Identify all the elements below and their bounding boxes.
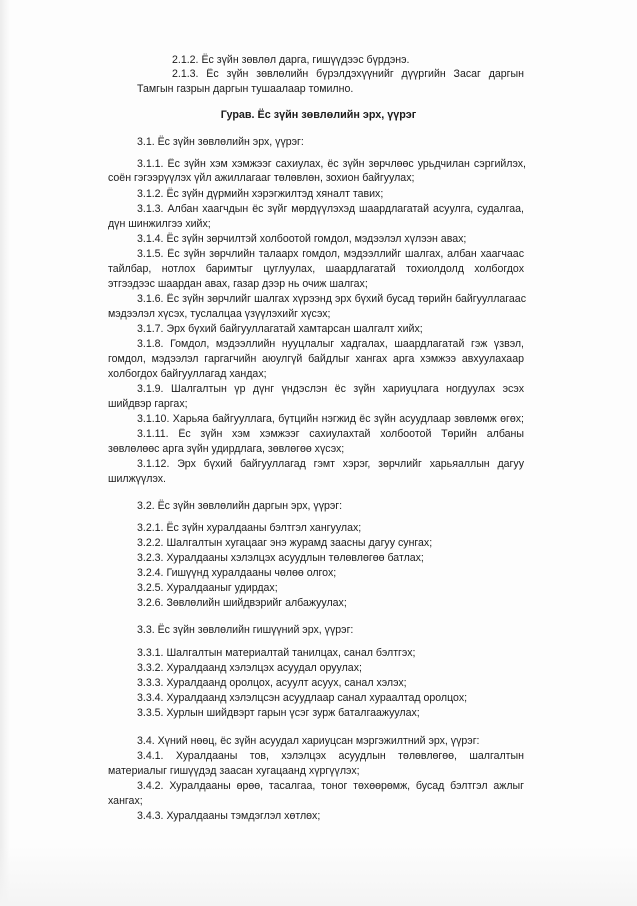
heading-3-4: 3.4. Хүний нөөц, ёс зүйн асуудал хариуцсан мэргэжилтний эрх, үүрэг: [137,735,480,747]
scan-shadow-bottom [0,846,637,906]
clause-3-1-1-line1: 3.1.1. Ёс зүйн хэм хэмжээг сахиулах, ёс зүйн зөрчлөөс урьдчилан сэргийлэх, [137,158,526,170]
clause-3-4-2-line1: 3.4.2. Хуралдааны өрөө, тасалгаа, тоног төхөөрөмж, бусад бэлтгэл ажлыг [137,780,524,792]
heading-3-2: 3.2. Ёс зүйн зөвлөлийн даргын эрх, үүрэг: [137,500,343,512]
clause-3-1-11-line2: зөвлөлөөс арга зүйн удирдлага, зөвлөгөө хүсэх; [108,443,345,455]
clause-3-1-6-line1: 3.1.6. Ёс зүйн зөрчлийг шалгах хүрээнд эрх бүхий бусад төрийн байгууллагаас [137,293,526,305]
clause-3-1-1-line2: соён гэгээрүүлэх үйл ажиллагааг төлөвлөн, зохион байгуулах; [108,172,415,184]
clause-2-1-3-line2: Тамгын газрын даргын тушаалаар томилно. [137,83,354,95]
clause-3-4-2-line2: хангах; [108,795,143,807]
clause-3-1-11-line1: 3.1.11. Ёс зүйн хэм хэмжээг сахиулахтай холбоотой Төрийн албаны [137,428,524,440]
clause-3-1-8-line3: холбогдох байгууллагад хандах; [108,368,267,380]
heading-3-3: 3.3. Ёс зүйн зөвлөлийн гишүүний эрх, үүрэг: [137,624,354,636]
scan-shadow-left [0,0,10,906]
clause-3-1-12-line2: шилжүүлэх. [108,473,166,485]
clause-3-3-4: 3.3.4. Хуралдаанд хэлэлцсэн асуудлаар санал хураалтад оролцох; [137,692,468,704]
clause-2-1-2: 2.1.2. Ёс зүйн зөвлөл дарга, гишүүдээс бүрдэнэ. [172,54,410,66]
clause-3-3-5: 3.3.5. Хурлын шийдвэрт гарын үсэг зурж баталгаажуулах; [137,707,420,719]
clause-3-3-3: 3.3.3. Хуралдаанд оролцох, асуулт асуух, санал хэлэх; [137,677,407,689]
clause-3-2-4: 3.2.4. Гишүүнд хуралдааны чөлөө олгох; [137,567,337,579]
clause-3-1-6-line2: мэдээлэл хүсэх, туслалцаа үзүүлэхийг хүсэх; [108,308,331,320]
clause-3-1-10: 3.1.10. Харьяа байгууллага, бүтцийн нэгжид ёс зүйн асуудлаар зөвлөмж өгөх; [137,413,524,425]
clause-3-3-2: 3.3.2. Хуралдаанд хэлэлцэх асуудал оруулах; [137,662,362,674]
clause-3-1-12-line1: 3.1.12. Эрх бүхий байгууллагад гэмт хэрэг, зөрчлийг харьяаллын дагуу [137,458,524,470]
clause-3-1-8-line1: 3.1.8. Гомдол, мэдээллийн нууцлалыг хадгалах, шаардлагатай гэж үзвэл, [137,338,524,350]
heading-3-1: 3.1. Ёс зүйн зөвлөлийн эрх, үүрэг: [137,136,304,148]
clause-3-1-9-line2: шийдвэр гаргах; [108,398,188,410]
clause-3-3-1: 3.3.1. Шалгалтын материалтай танилцах, санал бэлтгэх; [137,647,416,659]
clause-3-1-4: 3.1.4. Ёс зүйн зөрчилтэй холбоотой гомдол, мэдээлэл хүлээн авах; [137,233,467,245]
clause-3-1-7: 3.1.7. Эрх бүхий байгууллагатай хамтарсан шалгалт хийх; [137,323,423,335]
clause-3-1-5-line1: 3.1.5. Ёс зүйн зөрчлийн талаарх гомдол, мэдээллийг шалгах, албан хаагчаас [137,248,524,260]
clause-3-4-3: 3.4.3. Хуралдааны тэмдэглэл хөтлөх; [137,810,321,822]
clause-3-4-1-line2: материалыг гишүүдэд заасан хугацаанд хүргүүлэх; [108,765,360,777]
clause-3-1-5-line3: этгээдээс шаардан авах, газар дээр нь очиж шалгах; [108,278,368,290]
clause-3-2-5: 3.2.5. Хуралдааныг удирдах; [137,582,278,594]
clause-3-1-3-line2: дүн шинжилгээ хийх; [108,218,211,230]
clause-3-4-1-line1: 3.4.1. Хуралдааны тов, хэлэлцэх асуудлын төлөвлөгөө, шалгалтын [137,750,524,762]
clause-3-2-1: 3.2.1. Ёс зүйн хуралдааны бэлтгэл хангуулах; [137,522,362,534]
clause-3-1-2: 3.1.2. Ёс зүйн дүрмийн хэрэгжилтэд хяналт тавих; [137,188,384,200]
clause-3-1-5-line2: тайлбар, нотлох баримтыг цуглуулах, шаардлагатай тохиолдолд холбогдох [108,263,524,275]
clause-3-1-3-line1: 3.1.3. Албан хаагчдын ёс зүйг мөрдүүлэхэд шаардлагатай асуулга, судалгаа, [137,203,524,215]
clause-3-1-8-line2: гомдол, мэдээлэл гаргагчийн аюулгүй байдлыг хангах арга хэмжээ авхуулахаар [108,353,524,365]
clause-3-2-6: 3.2.6. Зөвлөлийн шийдвэрийг албажуулах; [137,597,347,609]
clause-3-1-9-line1: 3.1.9. Шалгалтын үр дүнг үндэслэн ёс зүйн хариуцлага ногдуулах эсэх [137,383,524,395]
clause-3-2-2: 3.2.2. Шалгалтын хугацааг энэ журамд заасны дагуу сунгах; [137,537,433,549]
clause-2-1-3-line1: 2.1.3. Ёс зүйн зөвлөлийн бүрэлдэхүүнийг дүүргийн Засаг даргын [172,68,524,80]
section-title: Гурав. Ёс зүйн зөвлөлийн эрх, үүрэг [220,109,417,121]
clause-3-2-3: 3.2.3. Хуралдааны хэлэлцэх асуудлын төлөвлөгөө батлах; [137,552,424,564]
